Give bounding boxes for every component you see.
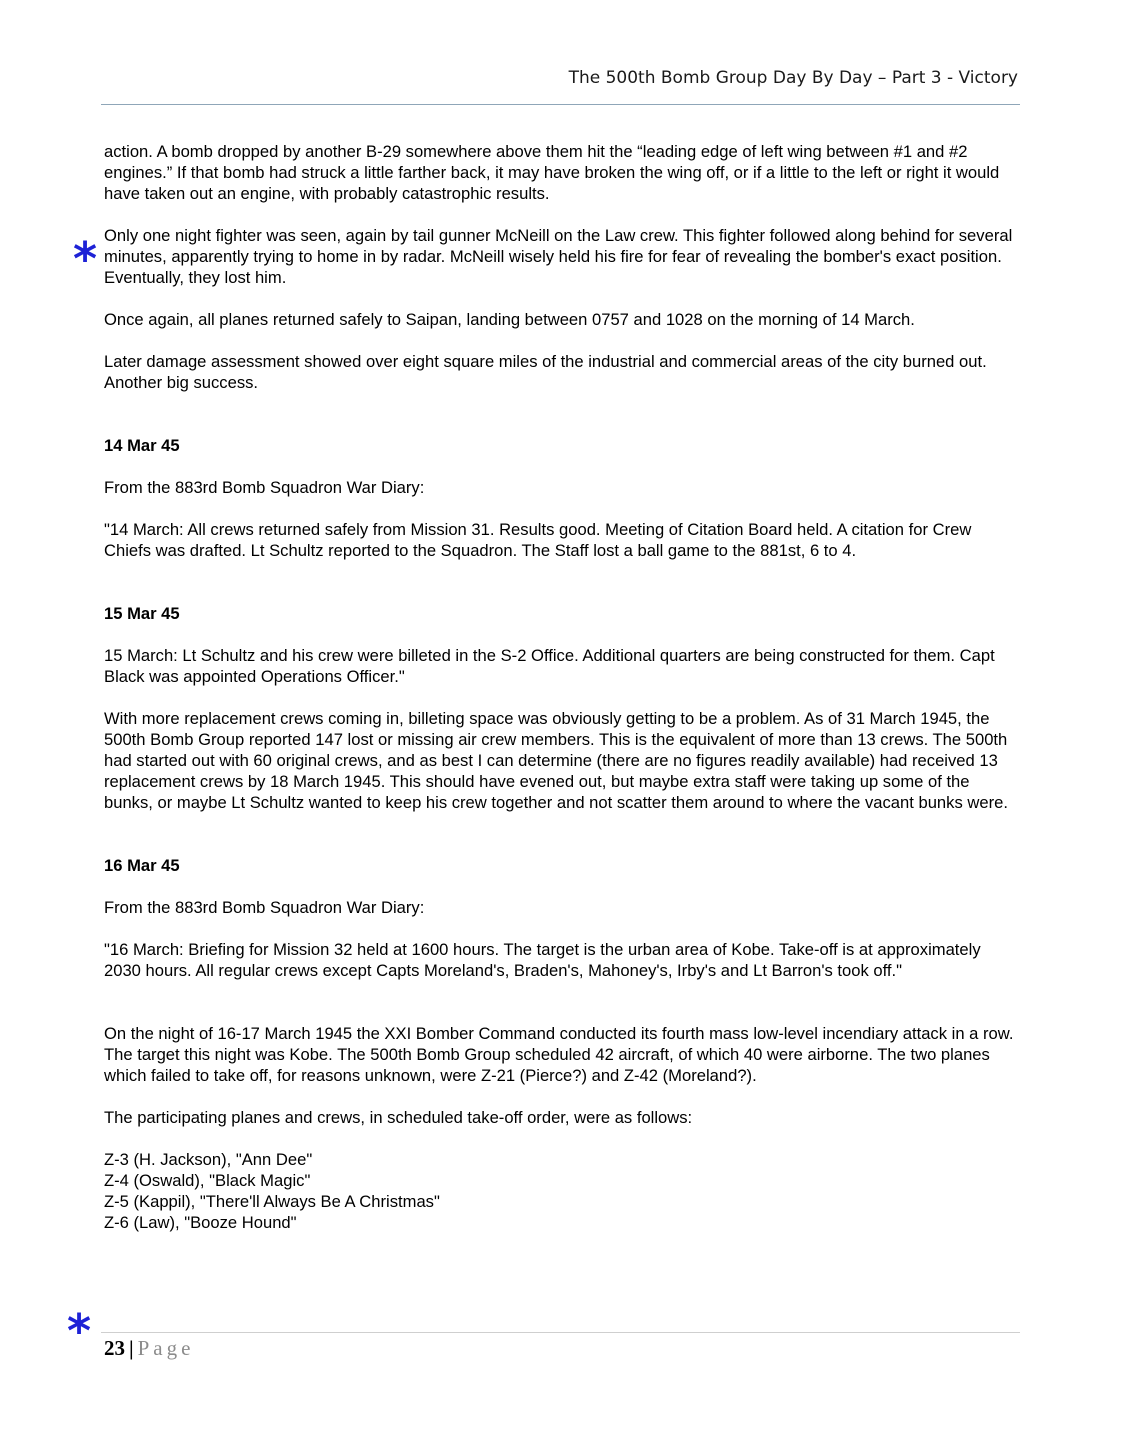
crew-list [104,1149,1020,1233]
page-number: 23 [104,1336,125,1360]
footer-separator: | [129,1336,134,1360]
paragraph: From the 883rd Bomb Squadron War Diary: [104,478,425,497]
paragraph: From the 883rd Bomb Squadron War Diary: [104,898,425,917]
page-footer [104,1336,194,1361]
list-item: Z-4 (Oswald), "Black Magic" [104,1171,311,1190]
date-heading: 15 Mar 45 [104,604,180,623]
list-item: Z-3 (H. Jackson), "Ann Dee" [104,1150,313,1169]
asterisk-annotation-1: * [73,232,98,286]
list-item: Z-5 (Kappil), "There'll Always Be A Christmas" [104,1192,440,1211]
paragraph: Once again, all planes returned safely to Saipan, landing between 0757 and 1028 on the morning of 14 March. [104,310,915,329]
paragraph: The participating planes and crews, in scheduled take-off order, were as follows: [104,1108,693,1127]
header-divider [101,104,1020,105]
asterisk-annotation-2: * [67,1304,92,1358]
paragraph: Later damage assessment showed over eight square miles of the industrial and commercial areas of the city burned out. Another big success. [104,352,987,392]
list-item: Z-6 (Law), "Booze Hound" [104,1213,297,1232]
paragraph: "14 March: All crews returned safely from Mission 31. Results good. Meeting of Citation Board held. A citation for Crew Chiefs was drafted. Lt Schultz reported to the Squadron. The Staff lost a ball game to the 881st, 6 to 4. [104,520,972,560]
footer-divider [101,1332,1020,1333]
date-heading: 16 Mar 45 [104,856,180,875]
page-body [104,141,1020,1233]
page-header-title: The 500th Bomb Group Day By Day – Part 3 - Victory [568,68,1018,88]
date-heading: 14 Mar 45 [104,436,180,455]
paragraph: With more replacement crews coming in, billeting space was obviously getting to be a problem. As of 31 March 1945, the 500th Bomb Group reported 147 lost or missing air crew members. This is the equivalent of more than 13 crews. The 500th had started out with 60 original crews, and as best I can determine (there are no figures readily available) had received 13 replacement crews by 18 March 1945. This should have evened out, but maybe extra staff were taking up some of the bunks, or maybe Lt Schultz wanted to keep his crew together and not scatter them around to where the vacant bunks were. [104,709,1008,812]
paragraph: action. A bomb dropped by another B-29 somewhere above them hit the “leading edge of left wing between #1 and #2 engines.” If that bomb had struck a little farther back, it may have broken the wing off, or if a little to the left or right it would have taken out an engine, with probably catastrophic results. [104,142,1000,203]
paragraph: Only one night fighter was seen, again by tail gunner McNeill on the Law crew. This fighter followed along behind for several minutes, apparently trying to home in by radar. McNeill wisely held his fire for fear of revealing the bomber's exact position. Eventually, they lost him. [104,226,1013,287]
paragraph: 15 March: Lt Schultz and his crew were billeted in the S-2 Office. Additional quarters are being constructed for them. Capt Black was appointed Operations Officer." [104,646,995,686]
paragraph: "16 March: Briefing for Mission 32 held at 1600 hours. The target is the urban area of Kobe. Take-off is at approximately 2030 hours. All regular crews except Capts Moreland's, Braden's, Mahoney's, Irby's and Lt Barron's took off." [104,940,981,980]
page-word: Page [137,1336,195,1360]
paragraph: On the night of 16-17 March 1945 the XXI Bomber Command conducted its fourth mass low-level incendiary attack in a row. The target this night was Kobe. The 500th Bomb Group scheduled 42 aircraft, of which 40 were airborne. The two planes which failed to take off, for reasons unknown, were Z-21 (Pierce?) and Z-42 (Moreland?). [104,1024,1014,1085]
